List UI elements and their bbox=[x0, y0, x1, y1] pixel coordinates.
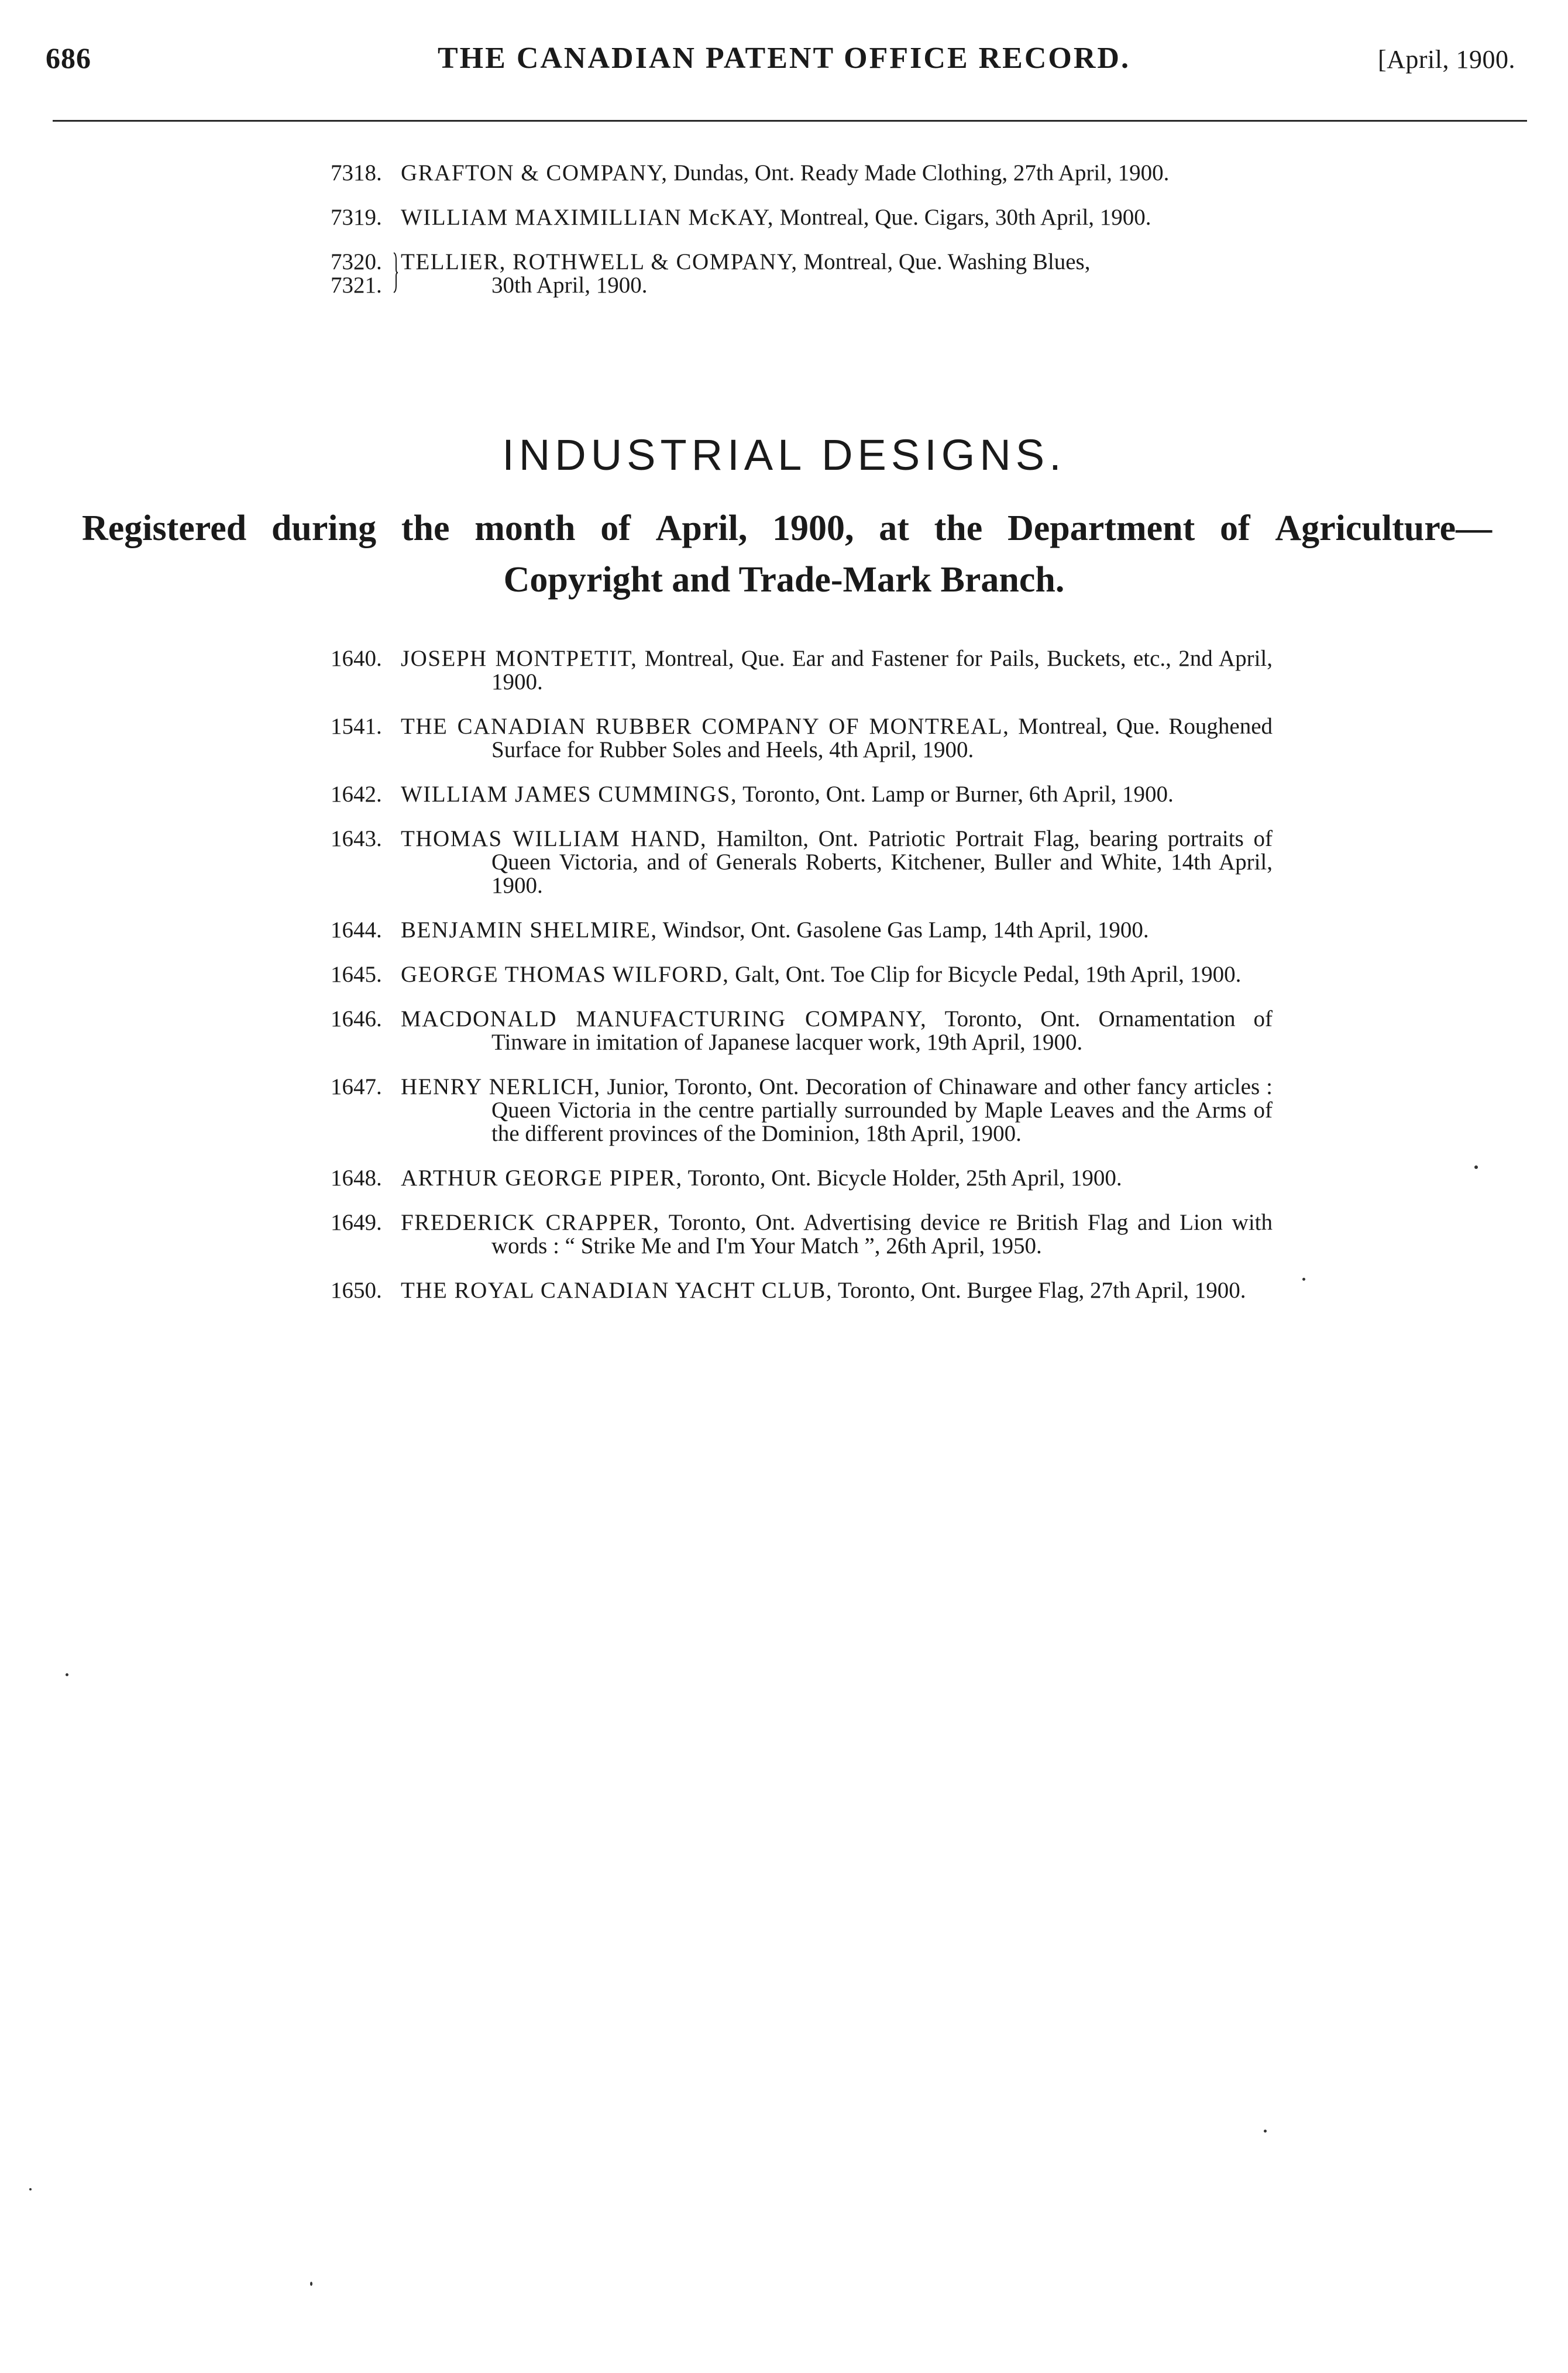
registrant-name: GRAFTON & COMPANY, bbox=[401, 160, 668, 185]
publication-title: THE CANADIAN PATENT OFFICE RECORD. bbox=[438, 42, 1130, 75]
design-entry bbox=[331, 963, 1273, 986]
entry-number: 7319. bbox=[331, 205, 382, 230]
entry-body bbox=[401, 919, 1273, 942]
entry-body bbox=[401, 1007, 1273, 1054]
entry-number: 1643. bbox=[331, 826, 382, 851]
entry-text: Windsor, Ont. Gasolene Gas Lamp, 14th April, 1900. bbox=[662, 917, 1149, 943]
registrant-name: HENRY NERLICH, bbox=[401, 1074, 601, 1099]
section-subtitle bbox=[82, 508, 1492, 549]
entry-body bbox=[401, 1075, 1273, 1146]
entry-body bbox=[401, 1279, 1273, 1302]
subtitle-word: of bbox=[1219, 508, 1250, 548]
entry-text: Galt, Ont. Toe Clip for Bicycle Pedal, 19th April, 1900. bbox=[735, 962, 1242, 987]
entry-text: Montreal, Que. Cigars, 30th April, 1900. bbox=[779, 205, 1151, 230]
entry-text: Toronto, Ont. Lamp or Burner, 6th April, 1900. bbox=[742, 782, 1174, 807]
design-entry bbox=[331, 1007, 1273, 1054]
registrant-name: FREDERICK CRAPPER, bbox=[401, 1210, 660, 1235]
entry-number: 7321. bbox=[331, 273, 382, 298]
registrant-name: MACDONALD MANUFACTURING COMPANY, bbox=[401, 1006, 927, 1031]
scan-speck bbox=[1474, 1165, 1478, 1169]
scan-speck bbox=[1302, 1278, 1305, 1281]
registrant-name: BENJAMIN SHELMIRE, bbox=[401, 917, 658, 943]
design-entry bbox=[331, 1167, 1273, 1190]
registrant-name: TELLIER, ROTHWELL & COMPANY, bbox=[401, 249, 798, 274]
issue-date: [April, 1900. bbox=[1377, 45, 1515, 74]
registrant-name: THE CANADIAN RUBBER COMPANY OF MONTREAL, bbox=[401, 714, 1010, 739]
entry-number: 1541. bbox=[331, 714, 382, 739]
subtitle-word: Department bbox=[1007, 508, 1195, 548]
entry-number: 1640. bbox=[331, 646, 382, 671]
scan-speck bbox=[29, 2188, 32, 2190]
subtitle-word: month bbox=[474, 508, 576, 548]
registrant-name: WILLIAM MAXIMILLIAN McKAY, bbox=[401, 205, 775, 230]
design-entry bbox=[331, 1211, 1273, 1258]
design-entry bbox=[331, 715, 1273, 762]
entry-number: 7320. bbox=[331, 249, 382, 274]
subtitle-word: Agriculture— bbox=[1275, 508, 1493, 548]
registrant-name: THOMAS WILLIAM HAND, bbox=[401, 826, 707, 851]
entry-number: 1649. bbox=[331, 1210, 382, 1235]
entry-text: Montreal, Que. Roughened Surface for Rubber Soles and Heels, 4th April, 1900. bbox=[491, 714, 1273, 762]
entry-text: Toronto, Ont. Burgee Flag, 27th April, 1900. bbox=[838, 1278, 1246, 1303]
registrant-name: THE ROYAL CANADIAN YACHT CLUB, bbox=[401, 1278, 833, 1303]
entry-body bbox=[401, 250, 1273, 274]
trade-mark-entry bbox=[331, 206, 1273, 229]
entry-number: 1650. bbox=[331, 1278, 382, 1303]
subtitle-word: at bbox=[879, 508, 909, 548]
brace-icon bbox=[393, 252, 398, 294]
entry-text: Montreal, Que. Washing Blues, bbox=[803, 249, 1091, 274]
design-entry bbox=[331, 1279, 1273, 1302]
entry-text: Hamilton, Ont. Patriotic Portrait Flag, bearing portraits of Queen Victoria, and of Generals Roberts, Kitchener, Buller and White, 14th April, 1900. bbox=[491, 826, 1273, 898]
scan-speck bbox=[1264, 2130, 1267, 2133]
entry-date: 30th April, 1900. bbox=[491, 273, 648, 298]
entry-number: 1642. bbox=[331, 782, 382, 807]
entry-number: 1646. bbox=[331, 1006, 382, 1031]
entry-body bbox=[401, 963, 1273, 986]
subtitle-word: Registered bbox=[82, 508, 247, 548]
entry-number: 1647. bbox=[331, 1074, 382, 1099]
subtitle-word: the bbox=[401, 508, 450, 548]
industrial-design-list bbox=[331, 647, 1273, 1302]
design-entry bbox=[331, 919, 1273, 942]
section-subtitle-branch: Copyright and Trade-Mark Branch. bbox=[503, 560, 1065, 600]
entry-body bbox=[401, 1167, 1273, 1190]
group-numbers bbox=[331, 250, 395, 297]
scan-speck bbox=[310, 2282, 312, 2286]
subtitle-word: April, bbox=[655, 508, 748, 548]
registrant-name: GEORGE THOMAS WILFORD, bbox=[401, 962, 730, 987]
design-entry bbox=[331, 1075, 1273, 1146]
entry-body bbox=[401, 1211, 1273, 1258]
entry-text: Junior, Toronto, Ont. Decoration of Chinaware and other fancy articles : Queen Victoria in the centre partially surrounded by Maple Leaves and the Arms of the different provinces of the Dominion, 18th April, 1900. bbox=[491, 1074, 1273, 1146]
entry-text: Montreal, Que. Ear and Fastener for Pails, Buckets, etc., 2nd April, 1900. bbox=[491, 646, 1273, 694]
entry-text: Toronto, Ont. Ornamentation of Tinware in imitation of Japanese lacquer work, 19th April, 1900. bbox=[491, 1006, 1273, 1055]
registrant-name: ARTHUR GEORGE PIPER, bbox=[401, 1165, 683, 1191]
entry-number: 1645. bbox=[331, 962, 382, 987]
design-entry bbox=[331, 827, 1273, 897]
subtitle-word: 1900, bbox=[772, 508, 854, 548]
trade-mark-entry bbox=[331, 161, 1273, 185]
entry-text: Toronto, Ont. Bicycle Holder, 25th April, 1900. bbox=[687, 1165, 1122, 1191]
entry-number: 1648. bbox=[331, 1165, 382, 1191]
entry-body bbox=[401, 161, 1273, 185]
entry-text: Toronto, Ont. Advertising device re British Flag and Lion with words : “ Strike Me and I'm Your Match ”, 26th April, 1950. bbox=[491, 1210, 1273, 1258]
entry-number: 7318. bbox=[331, 160, 382, 185]
entry-body bbox=[401, 827, 1273, 897]
trade-mark-group-entry bbox=[331, 250, 1273, 297]
section-title: INDUSTRIAL DESIGNS. bbox=[502, 431, 1066, 479]
scan-speck bbox=[66, 1673, 68, 1676]
design-entry bbox=[331, 783, 1273, 806]
registrant-name: JOSEPH MONTPETIT, bbox=[401, 646, 638, 671]
page-number: 686 bbox=[46, 42, 91, 74]
entry-body bbox=[401, 715, 1273, 762]
registrant-name: WILLIAM JAMES CUMMINGS, bbox=[401, 782, 738, 807]
subtitle-word: during bbox=[271, 508, 377, 548]
entry-body bbox=[401, 783, 1273, 806]
trade-mark-list bbox=[331, 161, 1273, 297]
entry-body bbox=[401, 206, 1273, 229]
entry-text: Dundas, Ont. Ready Made Clothing, 27th April, 1900. bbox=[673, 160, 1170, 185]
subtitle-word: of bbox=[600, 508, 631, 548]
entry-number: 1644. bbox=[331, 917, 382, 943]
subtitle-word: the bbox=[934, 508, 983, 548]
header-rule bbox=[53, 120, 1527, 122]
running-header bbox=[0, 41, 1568, 76]
entry-body bbox=[401, 647, 1273, 694]
design-entry bbox=[331, 647, 1273, 694]
